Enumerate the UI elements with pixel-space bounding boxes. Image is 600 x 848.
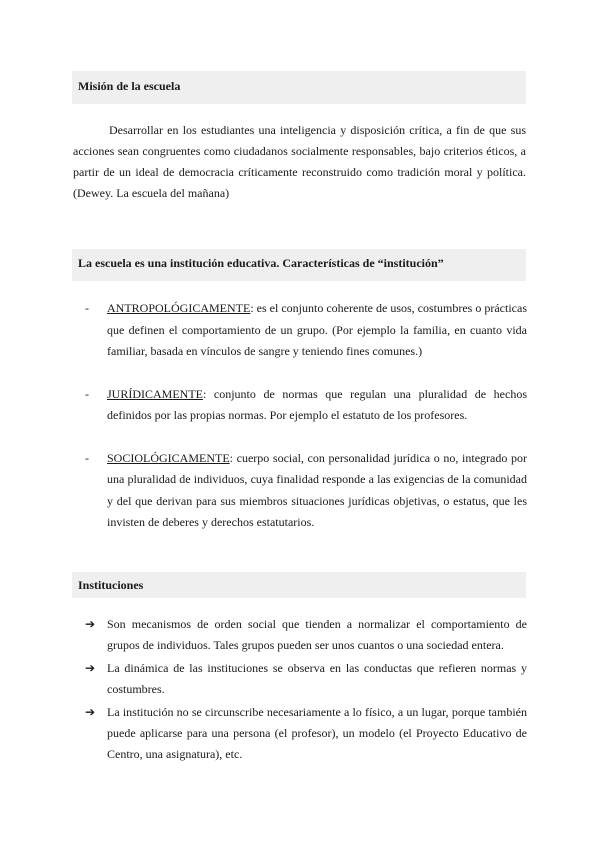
dash-marker: - — [85, 450, 89, 465]
section-heading-mision: Misión de la escuela — [72, 71, 526, 104]
section-heading-instituciones: Instituciones — [72, 572, 526, 598]
list-item — [85, 384, 527, 427]
instituciones-list — [85, 614, 527, 767]
mision-paragraph-text: Desarrollar en los estudiantes una inteligencia y disposición crítica, a fin de que sus acciones sean congruentes como ciudadanos socialmente responsables, bajo criterios éticos, a partir de un ideal de democracia críticamente reconstruido como tradición moral y política. (Dewey. La escuela del mañana) — [73, 123, 526, 200]
term-juridicamente: JURÍDICAMENTE — [107, 386, 203, 401]
list-item — [85, 702, 527, 765]
section-heading-institucion: La escuela es una institución educativa. Características de “institución” — [72, 249, 526, 281]
arrow-right-icon: ➔ — [85, 705, 96, 719]
item-text: La dinámica de las instituciones se observa en las conductas que refieren normas y costumbres. — [107, 661, 527, 696]
list-item — [85, 448, 527, 534]
mision-paragraph — [73, 120, 526, 204]
term-sociologicamente: SOCIOLÓGICAMENTE — [107, 450, 230, 465]
dash-marker: - — [85, 301, 89, 315]
definition-text: : es el conjunto coherente de usos, costumbres o prácticas que definen el comportamiento de un grupo. (Por ejemplo la familia, en cuanto vida familiar, basada en vínculos de sangre y teniendo fines comunes.) — [107, 301, 527, 358]
item-text: Son mecanismos de orden social que tienden a normalizar el comportamiento de grupos de individuos. Tales grupos pueden ser unos cuantos o una sociedad entera. — [107, 617, 527, 652]
list-item — [85, 658, 527, 700]
term-antropologicamente: ANTROPOLÓGICAMENTE — [107, 301, 251, 315]
list-item — [85, 614, 527, 656]
arrow-right-icon: ➔ — [85, 617, 96, 631]
list-item — [85, 298, 527, 363]
definition-text: : conjunto de normas que regulan una pluralidad de hechos definidos por las propias normas. Por ejemplo el estatuto de los profesores. — [107, 386, 527, 422]
dash-marker: - — [85, 386, 89, 401]
arrow-right-icon: ➔ — [85, 661, 96, 675]
definition-text: : cuerpo social, con personalidad jurídica o no, integrado por una pluralidad de individuos, cuya finalidad responde a las exigencias de la comunidad y del que derivan para sus miembros situaciones jurídicas objetivas, o estatus, que les invisten de deberes y derechos estatutarios. — [107, 450, 527, 529]
institucion-list — [85, 298, 527, 534]
item-text: La institución no se circunscribe necesariamente a lo físico, a un lugar, porque también puede aplicarse para una persona (el profesor), un modelo (el Proyecto Educativo de Centro, una asignatura), etc. — [107, 705, 527, 761]
